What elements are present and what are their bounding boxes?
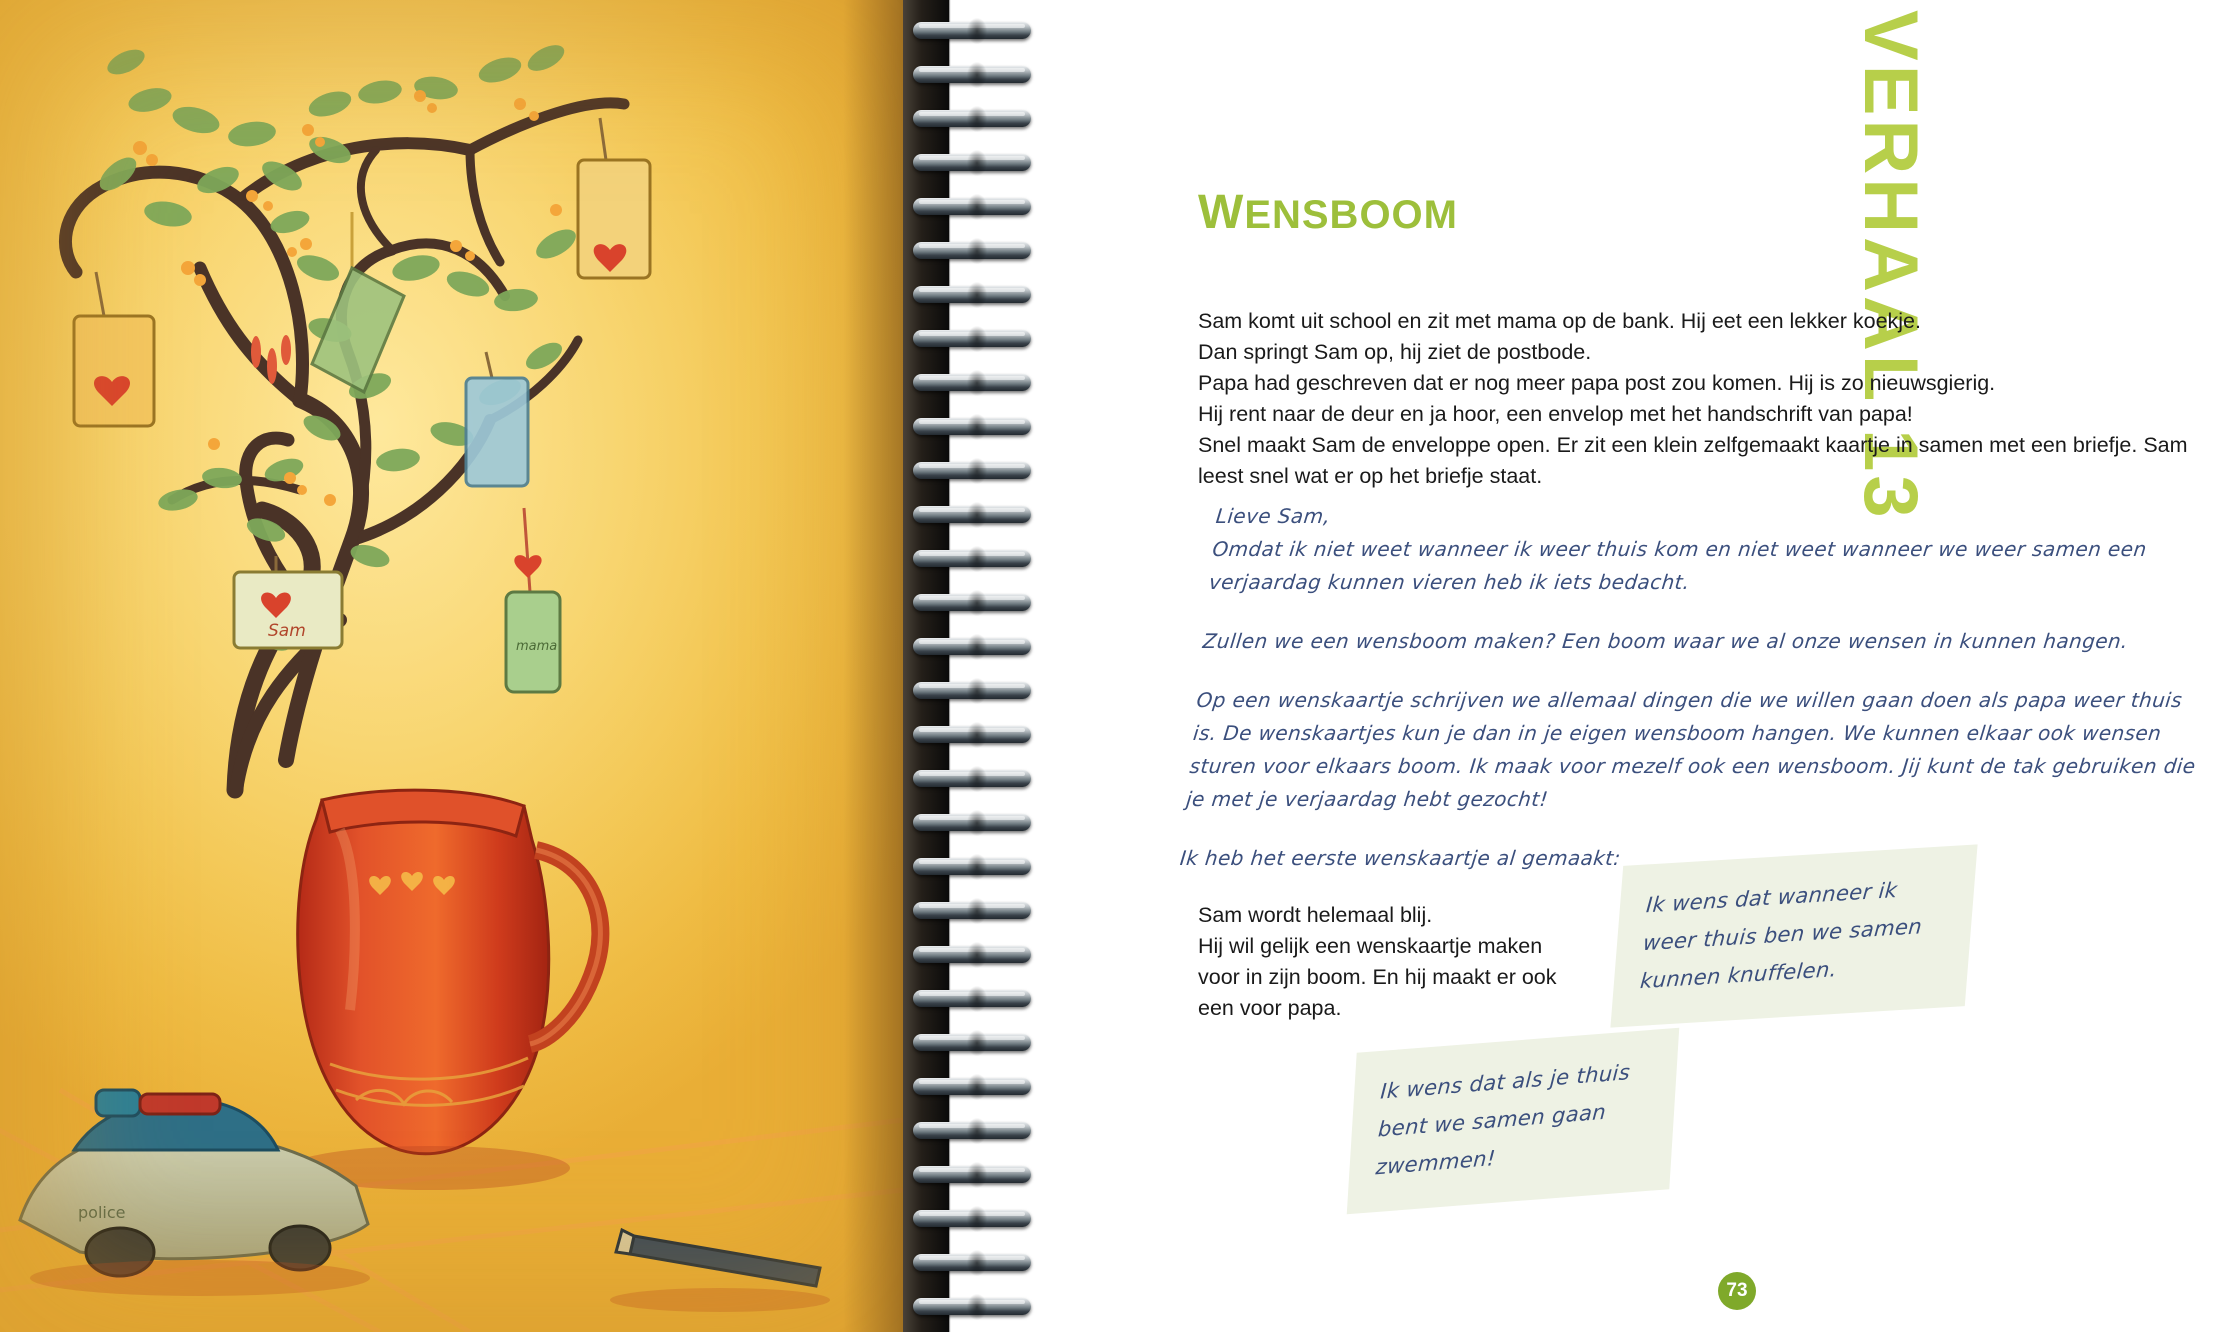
closing-text: Sam wordt helemaal blij. Hij wil gelijk een wenskaartje maken voor in zijn boom. En hij maakt er ook een voor papa. xyxy=(1198,903,1557,1020)
page-number-badge: 73 xyxy=(1718,1272,1756,1310)
page-content xyxy=(1178,0,2228,1332)
binding-ring xyxy=(913,766,1031,792)
binding-ring xyxy=(913,854,1031,880)
binding-ring xyxy=(913,986,1031,1012)
binding-ring xyxy=(913,414,1031,440)
mama-card-label: mama xyxy=(516,639,558,654)
binding-ring xyxy=(913,1030,1031,1056)
binding-ring xyxy=(913,810,1031,836)
chapter-side-tab: VERHAAL 13 xyxy=(1848,10,1933,522)
binding-ring xyxy=(913,898,1031,924)
intro-paragraph xyxy=(1198,306,2208,492)
car-police-text: police xyxy=(78,1203,126,1222)
page-edge-shadow xyxy=(843,0,903,1332)
binding-ring xyxy=(913,678,1031,704)
binding-ring xyxy=(913,590,1031,616)
wish-card-2: Ik wens dat als je thuis bent we samen gaan zwemmen! xyxy=(1347,1028,1680,1215)
binding-rings xyxy=(903,0,1043,1332)
binding-ring xyxy=(913,1162,1031,1188)
letter-paragraph-2: Zullen we een wensboom maken? Een boom waar we al onze wensen in kunnen hangen. xyxy=(1201,629,2130,653)
binding-ring xyxy=(913,722,1031,748)
left-page-illustration xyxy=(0,0,903,1332)
binding-ring xyxy=(913,502,1031,528)
binding-ring xyxy=(913,62,1031,88)
binding-ring xyxy=(913,634,1031,660)
closing-paragraph xyxy=(1198,900,1578,1024)
page-title: WENSBOOM xyxy=(1198,186,1458,239)
letter-paragraph-1: Lieve Sam, Omdat ik niet weet wanneer ik weer thuis kom en niet weet wanneer we weer samen een verjaardag kunnen vieren heb ik iets bedacht. xyxy=(1207,504,2148,594)
wish-tree-artwork xyxy=(0,0,903,1332)
sam-card-label: Sam xyxy=(268,621,306,641)
binding-ring xyxy=(913,18,1031,44)
binding-ring xyxy=(913,942,1031,968)
binding-ring xyxy=(913,1250,1031,1276)
right-page xyxy=(1043,0,2197,1332)
wish-card-1: Ik wens dat wanneer ik weer thuis ben we samen kunnen knuffelen. xyxy=(1610,844,1977,1027)
letter-paragraph-4: Ik heb het eerste wenskaartje al gemaakt: xyxy=(1178,846,1623,870)
binding-ring xyxy=(913,282,1031,308)
binding-ring xyxy=(913,326,1031,352)
binding-ring xyxy=(913,150,1031,176)
binding-ring xyxy=(913,546,1031,572)
intro-text: Sam komt uit school en zit met mama op de bank. Hij eet een lekker koekje. Dan springt Sam op, hij ziet de postbode. Papa had geschreven dat er nog meer papa post zou komen. Hij is zo nieuwsgierig. Hij rent naar de deur en ja hoor, een envelop met het handschrift van papa! Snel maakt Sam de enveloppe open. Er zit een klein zelfgemaakt kaartje in samen met een briefje. Sam leest snel wat er op het briefje staat. xyxy=(1198,309,2188,488)
binding-ring xyxy=(913,238,1031,264)
binding-ring xyxy=(913,194,1031,220)
binding-ring xyxy=(913,370,1031,396)
letter-paragraph-3: Op een wenskaartje schrijven we allemaal dingen die we willen gaan doen als papa weer thuis is. De wenskaartjes kun je dan in je eigen wensboom hangen. We kunnen elkaar ook wensen sturen voor elkaars boom. Ik maak voor mezelf ook een wensboom. Jij kunt de tak gebruiken die je met je verjaardag hebt gezocht! xyxy=(1185,688,2197,811)
binding-ring xyxy=(913,1206,1031,1232)
binding-ring xyxy=(913,1074,1031,1100)
binding-ring xyxy=(913,1118,1031,1144)
spiral-binding xyxy=(903,0,1043,1332)
binding-ring xyxy=(913,1294,1031,1320)
binding-ring xyxy=(913,106,1031,132)
binding-ring xyxy=(913,458,1031,484)
handwritten-letter xyxy=(1178,500,2232,875)
